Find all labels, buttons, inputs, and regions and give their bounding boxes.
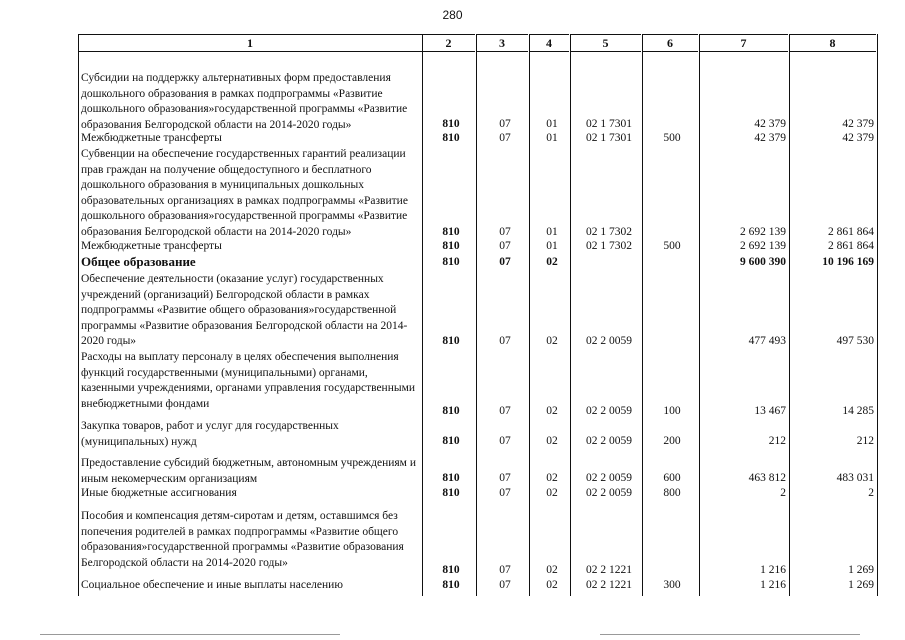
cell-expense-type: 600 <box>663 472 681 484</box>
cell-admin-code: 810 <box>442 472 460 484</box>
cell-target-article: 02 2 0059 <box>586 405 632 417</box>
column-divider <box>789 34 790 596</box>
cell-amount-year-1: 2 692 139 <box>740 240 786 252</box>
cell-target-article: 02 2 0059 <box>586 435 632 447</box>
cell-target-article: 02 1 7301 <box>586 118 632 130</box>
cell-amount-year-2: 483 031 <box>836 472 874 484</box>
cell-amount-year-1: 9 600 390 <box>740 256 786 268</box>
column-header-8: 8 <box>789 34 876 52</box>
cell-section: 07 <box>499 240 511 252</box>
cell-amount-year-2: 2 861 864 <box>828 240 874 252</box>
cell-subsection: 02 <box>546 405 558 417</box>
cell-admin-code: 810 <box>442 564 460 576</box>
cell-target-article: 02 1 7302 <box>586 226 632 238</box>
cell-target-article: 02 2 0059 <box>586 487 632 499</box>
column-header-2: 2 <box>422 34 475 52</box>
cell-subsection: 01 <box>546 226 558 238</box>
row-description: Пособия и компенсация детям-сиротам и детям, оставшимся без попечения родителей в рамках подпрограммы «Развитие общего образования»государственной программы «Развитие образования Белгородской области на 2014-2020 годы» <box>81 510 404 569</box>
cell-subsection: 02 <box>546 487 558 499</box>
cell-admin-code: 810 <box>442 240 460 252</box>
column-header-6: 6 <box>642 34 698 52</box>
cell-admin-code: 810 <box>442 118 460 130</box>
cell-section: 07 <box>499 335 511 347</box>
cell-admin-code: 810 <box>442 435 460 447</box>
cell-amount-year-1: 2 <box>780 487 786 499</box>
column-header-3: 3 <box>476 34 528 52</box>
cell-subsection: 02 <box>546 256 558 268</box>
cell-subsection: 01 <box>546 132 558 144</box>
cell-expense-type: 300 <box>663 579 681 591</box>
cell-admin-code: 810 <box>442 226 460 238</box>
cell-amount-year-2: 10 196 169 <box>822 256 874 268</box>
cell-admin-code: 810 <box>442 132 460 144</box>
cell-amount-year-1: 13 467 <box>754 405 786 417</box>
cell-amount-year-2: 42 379 <box>842 132 874 144</box>
cell-target-article: 02 2 1221 <box>586 564 632 576</box>
page-number: 280 <box>442 8 463 22</box>
cell-target-article: 02 2 0059 <box>586 472 632 484</box>
cell-subsection: 01 <box>546 118 558 130</box>
cell-section: 07 <box>499 579 511 591</box>
cell-section: 07 <box>499 435 511 447</box>
cell-expense-type: 100 <box>663 405 681 417</box>
cell-section: 07 <box>499 487 511 499</box>
cell-amount-year-2: 497 530 <box>836 335 874 347</box>
cell-section: 07 <box>499 564 511 576</box>
cell-amount-year-1: 42 379 <box>754 132 786 144</box>
row-description: Расходы на выплату персоналу в целях обеспечения выполнения функций государственными (муниципальными) органами, казенными учреждениями, органами управления государственными внебюджетными фондами <box>81 351 416 410</box>
cell-admin-code: 810 <box>442 256 460 268</box>
cell-amount-year-2: 1 269 <box>848 579 874 591</box>
row-description: Закупка товаров, работ и услуг для государственных (муниципальных) нужд <box>81 420 339 448</box>
cell-amount-year-2: 212 <box>856 435 874 447</box>
cell-subsection: 02 <box>546 335 558 347</box>
cell-target-article: 02 2 0059 <box>586 335 632 347</box>
cell-subsection: 02 <box>546 435 558 447</box>
row-description: Социальное обеспечение и иные выплаты населению <box>81 579 343 591</box>
cell-expense-type: 500 <box>663 240 681 252</box>
cell-section: 07 <box>499 256 511 268</box>
cell-amount-year-1: 477 493 <box>748 335 786 347</box>
cell-subsection: 02 <box>546 579 558 591</box>
cell-subsection: 02 <box>546 564 558 576</box>
cell-section: 07 <box>499 472 511 484</box>
cell-amount-year-1: 463 812 <box>748 472 786 484</box>
row-description: Межбюджетные трансферты <box>81 132 222 144</box>
cell-amount-year-2: 2 <box>868 487 874 499</box>
cell-expense-type: 200 <box>663 435 681 447</box>
column-divider <box>422 34 423 596</box>
cell-subsection: 01 <box>546 240 558 252</box>
cell-amount-year-2: 14 285 <box>842 405 874 417</box>
column-header-5: 5 <box>570 34 641 52</box>
cell-subsection: 02 <box>546 472 558 484</box>
cell-amount-year-1: 42 379 <box>754 118 786 130</box>
cell-amount-year-2: 42 379 <box>842 118 874 130</box>
column-header-1: 1 <box>78 34 422 52</box>
row-description: Межбюджетные трансферты <box>81 240 222 252</box>
column-header-4: 4 <box>529 34 569 52</box>
cell-section: 07 <box>499 405 511 417</box>
cell-amount-year-2: 2 861 864 <box>828 226 874 238</box>
cell-amount-year-1: 1 216 <box>760 564 786 576</box>
row-description: Обеспечение деятельности (оказание услуг) государственных учреждений (организаций) Белгородской области в рамках подпрограммы «Развитие общего образования»государственной программы «Развитие образования Белгородской области на 2014-2020 годы» <box>81 273 408 347</box>
row-description: Иные бюджетные ассигнования <box>81 487 237 499</box>
row-description: Субвенции на обеспечение государственных гарантий реализации прав граждан на получение общедоступного и бесплатного дошкольного образования в муниципальных дошкольных образовательных организациях в рамках подпрограммы «Развитие дошкольного образования»государственной программы «Развитие образования Белгородской области на 2014-2020 годы» <box>81 148 408 238</box>
cell-admin-code: 810 <box>442 487 460 499</box>
scan-edge-line <box>600 634 860 635</box>
cell-section: 07 <box>499 132 511 144</box>
cell-amount-year-2: 1 269 <box>848 564 874 576</box>
cell-target-article: 02 1 7302 <box>586 240 632 252</box>
cell-target-article: 02 1 7301 <box>586 132 632 144</box>
cell-target-article: 02 2 1221 <box>586 579 632 591</box>
cell-admin-code: 810 <box>442 579 460 591</box>
cell-amount-year-1: 1 216 <box>760 579 786 591</box>
cell-amount-year-1: 2 692 139 <box>740 226 786 238</box>
row-description: Субсидии на поддержку альтернативных форм предоставления дошкольного образования в рамках подпрограммы «Развитие дошкольного образования»государственной программы «Развитие образования Белгородской области на 2014-2020 годы» <box>81 72 408 131</box>
cell-expense-type: 800 <box>663 487 681 499</box>
scan-edge-line <box>40 634 340 635</box>
section-heading: Общее образование <box>81 254 196 269</box>
row-description: Предоставление субсидий бюджетным, автономным учреждениям и иным некомерческим организациям <box>81 457 416 485</box>
column-header-7: 7 <box>699 34 788 52</box>
cell-expense-type: 500 <box>663 132 681 144</box>
cell-admin-code: 810 <box>442 335 460 347</box>
cell-section: 07 <box>499 226 511 238</box>
cell-section: 07 <box>499 118 511 130</box>
cell-amount-year-1: 212 <box>768 435 786 447</box>
cell-admin-code: 810 <box>442 405 460 417</box>
